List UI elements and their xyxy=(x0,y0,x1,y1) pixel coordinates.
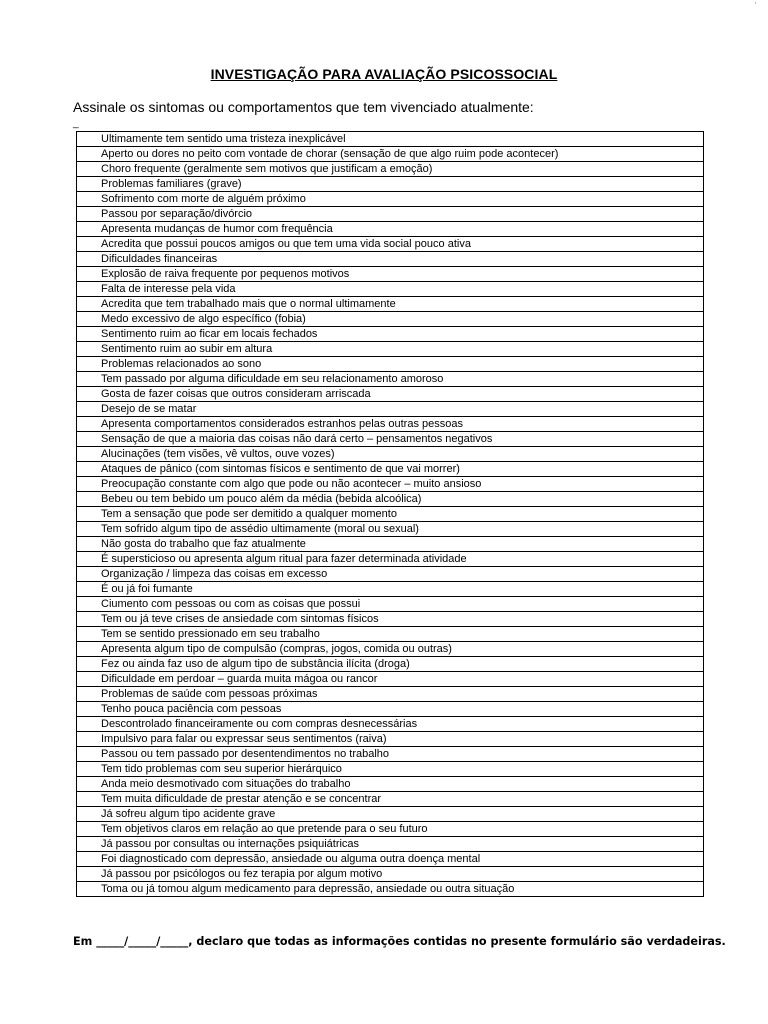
checklist-cell xyxy=(77,672,704,687)
checklist-row xyxy=(77,612,704,627)
checklist-row xyxy=(77,642,704,657)
checklist-row xyxy=(77,432,704,447)
checklist-cell xyxy=(77,282,704,297)
checklist-item-label: Dificuldade em perdoar – guarda muita mágoa ou rancor xyxy=(101,672,378,685)
checklist-item-label: Apresenta algum tipo de compulsão (compras, jogos, comida ou outras) xyxy=(101,642,452,655)
checklist-cell xyxy=(77,327,704,342)
checklist-row xyxy=(77,732,704,747)
checklist-item-label: Aperto ou dores no peito com vontade de chorar (sensação de que algo ruim pode acontecer) xyxy=(101,147,559,160)
checklist-cell xyxy=(77,177,704,192)
checklist-cell xyxy=(77,147,704,162)
checklist-item-label: Anda meio desmotivado com situações do trabalho xyxy=(101,777,351,790)
checklist-item-label: Gosta de fazer coisas que outros consideram arriscada xyxy=(101,387,371,400)
checklist-cell xyxy=(77,477,704,492)
checklist-cell xyxy=(77,312,704,327)
checklist-cell xyxy=(77,297,704,312)
checklist-row xyxy=(77,252,704,267)
checklist-row xyxy=(77,537,704,552)
checklist-item-label: Acredita que possui poucos amigos ou que tem uma vida social pouco ativa xyxy=(101,237,471,250)
checklist-cell xyxy=(77,552,704,567)
checklist-item-label: Já sofreu algum tipo acidente grave xyxy=(101,807,276,820)
checklist-row xyxy=(77,132,704,147)
checklist-row xyxy=(77,582,704,597)
checklist-item-label: É ou já foi fumante xyxy=(101,582,193,595)
checklist-cell xyxy=(77,267,704,282)
checklist-cell xyxy=(77,732,704,747)
checklist-row xyxy=(77,597,704,612)
checklist-item-label: Sofrimento com morte de alguém próximo xyxy=(101,192,306,205)
checklist-row xyxy=(77,162,704,177)
checklist-item-label: Preocupação constante com algo que pode ou não acontecer – muito ansioso xyxy=(101,477,482,490)
checklist-row xyxy=(77,387,704,402)
checklist-row xyxy=(77,417,704,432)
checklist-item-label: Acredita que tem trabalhado mais que o normal ultimamente xyxy=(101,297,396,310)
checklist-item-label: Alucinações (tem visões, vê vultos, ouve vozes) xyxy=(101,447,335,460)
checklist-row xyxy=(77,147,704,162)
checklist-cell xyxy=(77,222,704,237)
checklist-item-label: Medo excessivo de algo específico (fobia) xyxy=(101,312,306,325)
checklist-cell xyxy=(77,522,704,537)
checklist-row xyxy=(77,687,704,702)
checklist-item-label: Ataques de pânico (com sintomas físicos e sentimento de que vai morrer) xyxy=(101,462,460,475)
checklist-item-label: Apresenta mudanças de humor com frequência xyxy=(101,222,333,235)
checklist-row xyxy=(77,852,704,867)
checklist-row xyxy=(77,402,704,417)
checklist-row xyxy=(77,237,704,252)
checklist-cell xyxy=(77,642,704,657)
checklist-item-label: Desejo de se matar xyxy=(101,402,197,415)
checklist-item-label: Toma ou já tomou algum medicamento para depressão, ansiedade ou outra situação xyxy=(101,882,515,895)
checklist-row xyxy=(77,657,704,672)
checklist-cell xyxy=(77,567,704,582)
checklist-cell xyxy=(77,837,704,852)
checklist-row xyxy=(77,567,704,582)
checklist-item-label: Tem passado por alguma dificuldade em seu relacionamento amoroso xyxy=(101,372,444,385)
checklist-cell xyxy=(77,207,704,222)
symptom-checklist xyxy=(76,131,704,897)
checklist-cell xyxy=(77,252,704,267)
checklist-row xyxy=(77,327,704,342)
checklist-item-label: Organização / limpeza das coisas em excesso xyxy=(101,567,328,580)
checklist-item-label: Explosão de raiva frequente por pequenos motivos xyxy=(101,267,350,280)
checklist-item-label: Apresenta comportamentos considerados estranhos pelas outras pessoas xyxy=(101,417,463,430)
checklist-row xyxy=(77,462,704,477)
checklist-row xyxy=(77,822,704,837)
checklist-cell xyxy=(77,822,704,837)
checklist-item-label: Não gosta do trabalho que faz atualmente xyxy=(101,537,306,550)
checklist-cell xyxy=(77,162,704,177)
checklist-row xyxy=(77,267,704,282)
checklist-cell xyxy=(77,492,704,507)
checklist-row xyxy=(77,882,704,897)
checklist-cell xyxy=(77,702,704,717)
checklist-item-label: Impulsivo para falar ou expressar seus sentimentos (raiva) xyxy=(101,732,387,745)
checklist-item-label: Ciumento com pessoas ou com as coisas que possui xyxy=(101,597,361,610)
checklist-item-label: Tem muita dificuldade de prestar atenção e se concentrar xyxy=(101,792,382,805)
checklist-cell xyxy=(77,237,704,252)
checklist-cell xyxy=(77,597,704,612)
corner-mark: ' xyxy=(755,2,757,9)
checklist-cell xyxy=(77,762,704,777)
checklist-cell xyxy=(77,417,704,432)
checklist-cell xyxy=(77,462,704,477)
checklist-item-label: Passou ou tem passado por desentendimentos no trabalho xyxy=(101,747,390,760)
page-title: INVESTIGAÇÃO PARA AVALIAÇÃO PSICOSSOCIAL xyxy=(210,66,558,82)
checklist-row xyxy=(77,837,704,852)
checklist-cell xyxy=(77,357,704,372)
checklist-cell xyxy=(77,867,704,882)
checklist-cell xyxy=(77,747,704,762)
checklist-row xyxy=(77,312,704,327)
checklist-cell xyxy=(77,192,704,207)
checklist-cell xyxy=(77,687,704,702)
checklist-row xyxy=(77,552,704,567)
checklist-cell xyxy=(77,807,704,822)
checklist-item-label: Falta de interesse pela vida xyxy=(101,282,236,295)
checklist-item-label: Tem a sensação que pode ser demitido a qualquer momento xyxy=(101,507,397,520)
checklist-cell xyxy=(77,657,704,672)
declaration-text: Em _____/_____/_____, declaro que todas as informações contidas no presente formulário são verdadeiras. xyxy=(73,935,726,948)
checklist-row xyxy=(77,192,704,207)
checklist-item-label: Foi diagnosticado com depressão, ansiedade ou alguma outra doença mental xyxy=(101,852,481,865)
checklist-row xyxy=(77,627,704,642)
checklist-item-label: Fez ou ainda faz uso de algum tipo de substância ilícita (droga) xyxy=(101,657,410,670)
instruction-text: Assinale os sintomas ou comportamentos que tem vivenciado atualmente: xyxy=(73,99,534,115)
dash-mark: _ xyxy=(73,118,79,129)
checklist-item-label: Problemas de saúde com pessoas próximas xyxy=(101,687,318,700)
checklist-cell xyxy=(77,612,704,627)
checklist-row xyxy=(77,867,704,882)
checklist-row xyxy=(77,447,704,462)
checklist-row xyxy=(77,792,704,807)
checklist-item-label: Descontrolado financeiramente ou com compras desnecessárias xyxy=(101,717,418,730)
checklist-item-label: Sentimento ruim ao subir em altura xyxy=(101,342,273,355)
checklist-item-label: Já passou por consultas ou internações psiquiátricas xyxy=(101,837,360,850)
checklist-row xyxy=(77,492,704,507)
checklist-item-label: Ultimamente tem sentido uma tristeza inexplicável xyxy=(101,132,346,145)
checklist-row xyxy=(77,222,704,237)
checklist-row xyxy=(77,777,704,792)
checklist-row xyxy=(77,282,704,297)
checklist-item-label: Sentimento ruim ao ficar em locais fechados xyxy=(101,327,318,340)
checklist-item-label: Tem tido problemas com seu superior hierárquico xyxy=(101,762,342,775)
checklist-cell xyxy=(77,882,704,897)
checklist-item-label: Já passou por psicólogos ou fez terapia por algum motivo xyxy=(101,867,383,880)
checklist-row xyxy=(77,357,704,372)
checklist-cell xyxy=(77,537,704,552)
checklist-row xyxy=(77,762,704,777)
checklist-item-label: Tem ou já teve crises de ansiedade com sintomas físicos xyxy=(101,612,379,625)
checklist-row xyxy=(77,807,704,822)
checklist-cell xyxy=(77,447,704,462)
checklist-cell xyxy=(77,402,704,417)
checklist-cell xyxy=(77,627,704,642)
checklist-row xyxy=(77,672,704,687)
checklist-row xyxy=(77,297,704,312)
checklist-item-label: Passou por separação/divórcio xyxy=(101,207,253,220)
checklist-cell xyxy=(77,432,704,447)
checklist-cell xyxy=(77,777,704,792)
checklist-cell xyxy=(77,342,704,357)
checklist-row xyxy=(77,522,704,537)
checklist-cell xyxy=(77,717,704,732)
checklist-item-label: Tem objetivos claros em relação ao que pretende para o seu futuro xyxy=(101,822,428,835)
checklist-row xyxy=(77,372,704,387)
checklist-row xyxy=(77,717,704,732)
checklist-cell xyxy=(77,372,704,387)
checklist-item-label: É supersticioso ou apresenta algum ritual para fazer determinada atividade xyxy=(101,552,467,565)
checklist-row xyxy=(77,702,704,717)
checklist-cell xyxy=(77,387,704,402)
checklist-cell xyxy=(77,582,704,597)
checklist-cell xyxy=(77,507,704,522)
checklist-item-label: Tem sofrido algum tipo de assédio ultimamente (moral ou sexual) xyxy=(101,522,419,535)
checklist-row xyxy=(77,477,704,492)
checklist-item-label: Dificuldades financeiras xyxy=(101,252,218,265)
checklist-row xyxy=(77,342,704,357)
checklist-row xyxy=(77,207,704,222)
checklist-row xyxy=(77,177,704,192)
checklist-cell xyxy=(77,132,704,147)
checklist-item-label: Problemas familiares (grave) xyxy=(101,177,242,190)
checklist-item-label: Problemas relacionados ao sono xyxy=(101,357,262,370)
checklist-item-label: Choro frequente (geralmente sem motivos que justificam a emoção) xyxy=(101,162,433,175)
checklist-item-label: Tenho pouca paciência com pessoas xyxy=(101,702,282,715)
checklist-item-label: Bebeu ou tem bebido um pouco além da média (bebida alcoólica) xyxy=(101,492,422,505)
checklist-cell xyxy=(77,852,704,867)
checklist-item-label: Sensação de que a maioria das coisas não dará certo – pensamentos negativos xyxy=(101,432,493,445)
checklist-row xyxy=(77,747,704,762)
checklist-cell xyxy=(77,792,704,807)
checklist-item-label: Tem se sentido pressionado em seu trabalho xyxy=(101,627,320,640)
checklist-row xyxy=(77,507,704,522)
